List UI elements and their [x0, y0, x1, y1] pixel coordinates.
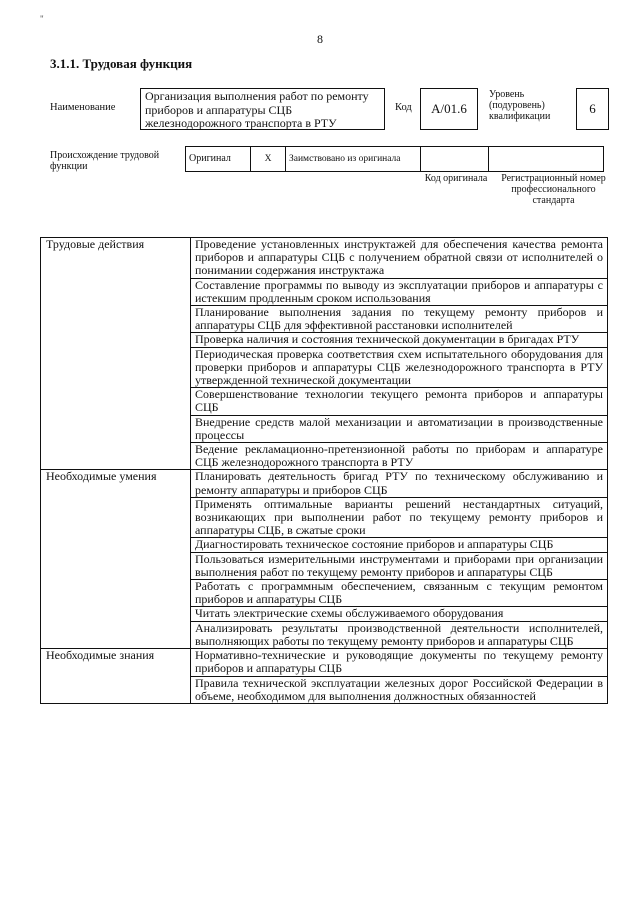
reg-number-cell	[489, 147, 604, 172]
code-original-cell	[421, 147, 489, 172]
origin-table	[185, 146, 604, 172]
section-item: Периодическая проверка соответствия схем испытательного оборудования для проверки приборов и аппаратуры СЦБ железнодорожного транспорта в РТУ утвержденной технической документации	[191, 347, 608, 388]
section-item: Применять оптимальные варианты решений нестандартных ситуаций, возникающих при выполнении работ по текущему ремонту приборов и аппаратуры СЦБ, в сжатые сроки	[191, 497, 608, 538]
section-label: Необходимые знания	[41, 649, 191, 704]
table-row	[41, 238, 608, 279]
reg-number-caption: Регистрационный номер профессионального стандарта	[501, 173, 606, 206]
section-item: Внедрение средств малой механизации и автоматизации в производственные процессы	[191, 415, 608, 442]
section-item: Анализировать результаты производственной деятельности исполнителей, выполняющих работы по текущему ремонту приборов и аппаратуры СЦБ	[191, 621, 608, 648]
section-item: Планирование выполнения задания по текущему ремонту приборов и аппаратуры СЦБ для эффективной расстановки исполнителей	[191, 306, 608, 333]
section-item: Нормативно-технические и руководящие документы по текущему ремонту приборов и аппаратуры СЦБ	[191, 649, 608, 676]
section-item: Совершенствование технологии текущего ремонта приборов и аппаратуры СЦБ	[191, 388, 608, 415]
section-item: Составление программы по выводу из эксплуатации приборов и аппаратуры с истекшим продленным сроком использования	[191, 278, 608, 305]
function-content-table	[40, 237, 608, 704]
level-label: Уровень (подуровень) квалификации	[489, 89, 551, 122]
name-label: Наименование	[50, 102, 116, 113]
section-label: Необходимые умения	[41, 470, 191, 649]
section-item: Пользоваться измерительными инструментами и приборами при организации выполнения работ по текущему ремонту приборов и аппаратуры СЦБ	[191, 552, 608, 579]
borrowed-label: Заимствовано из оригинала	[286, 147, 421, 172]
section-title: 3.1.1. Трудовая функция	[50, 56, 193, 71]
section-item: Ведение рекламационно-претензионной работы по приборам и аппаратуре СЦБ железнодорожного транспорта в РТУ	[191, 443, 608, 470]
original-label: Оригинал	[186, 147, 251, 172]
original-mark: X	[251, 147, 286, 172]
page-number: 8	[317, 32, 323, 46]
section-item: Проведение установленных инструктажей для обеспечения качества ремонта приборов и аппаратуры СЦБ с получением обратной связи от исполнителей о понимании содержания инструктажа	[191, 238, 608, 279]
function-name-box: Организация выполнения работ по ремонту приборов и аппаратуры СЦБ железнодорожного транспорта в РТУ	[140, 88, 385, 130]
code-label: Код	[395, 102, 412, 113]
section-item: Работать с программным обеспечением, связанным с текущим ремонтом приборов и аппаратуры СЦБ	[191, 580, 608, 607]
origin-label: Происхождение трудовой функции	[50, 150, 160, 172]
section-item: Планировать деятельность бригад РТУ по техническому обслуживанию и ремонту аппаратуры и приборов СЦБ	[191, 470, 608, 497]
code-original-caption: Код оригинала	[424, 173, 488, 184]
section-item: Правила технической эксплуатации железных дорог Российской Федерации в объеме, необходимом для выполнения должностных обязанностей	[191, 676, 608, 703]
level-value-box: 6	[576, 88, 609, 130]
corner-mark: "	[40, 14, 44, 24]
section-item: Диагностировать техническое состояние приборов и аппаратуры СЦБ	[191, 538, 608, 552]
section-item: Читать электрические схемы обслуживаемого оборудования	[191, 607, 608, 621]
code-value-box: А/01.6	[420, 88, 478, 130]
section-item: Проверка наличия и состояния технической документации в бригадах РТУ	[191, 333, 608, 347]
table-row	[41, 470, 608, 497]
section-label: Трудовые действия	[41, 238, 191, 470]
table-row	[41, 649, 608, 676]
